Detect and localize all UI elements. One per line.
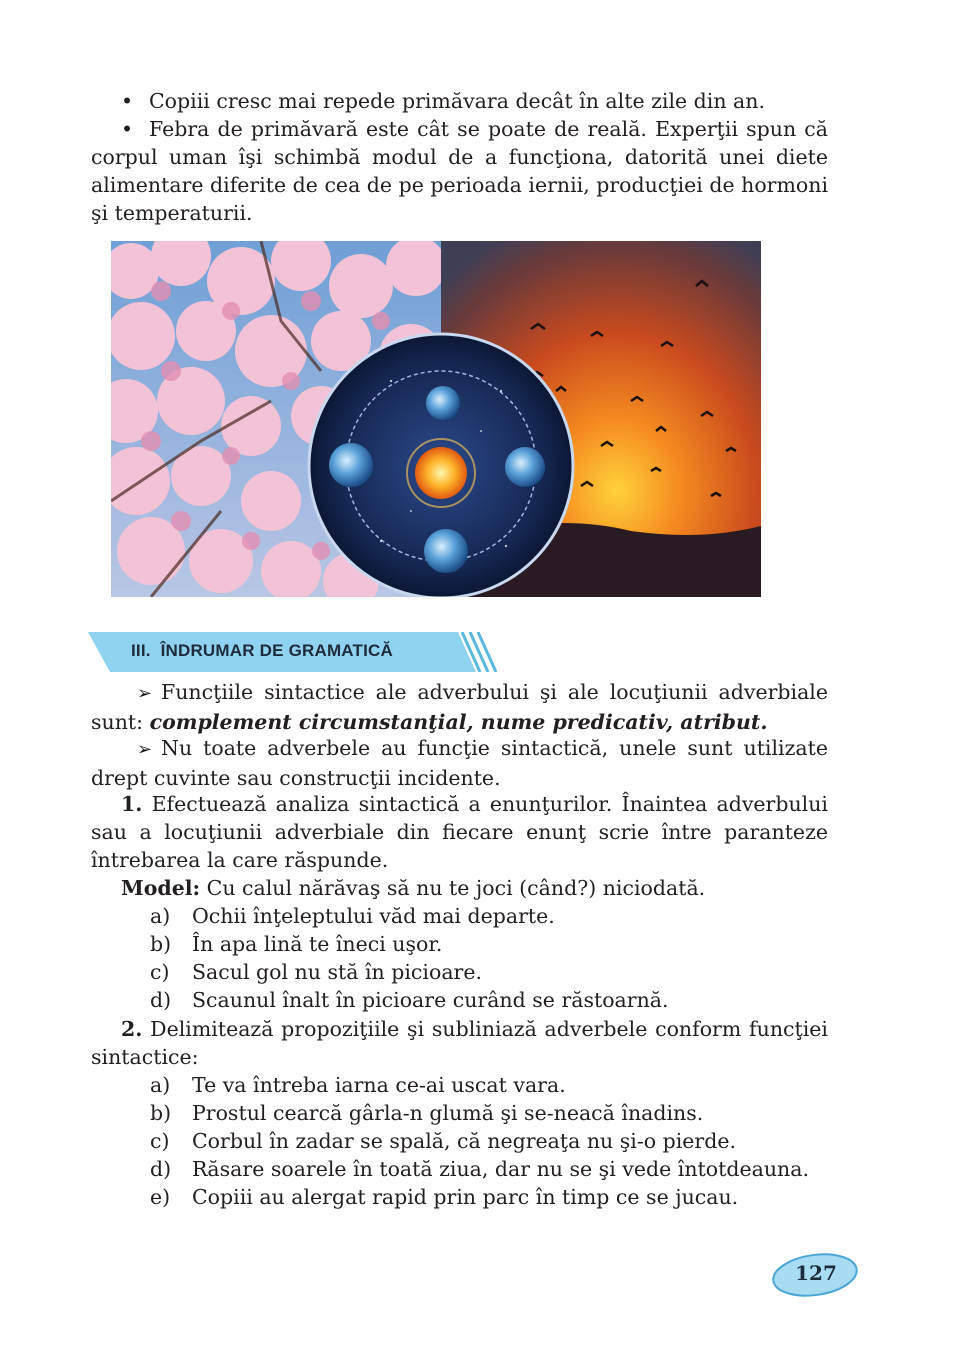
arrow-right-icon: ➢ xyxy=(137,739,153,760)
exercise-1-item-a: a) Ochii înţeleptului văd mai departe. xyxy=(150,904,555,928)
rule-1: ➢ Funcţiile sintactice ale adverbului şi ale locuţiunii adverbiale sunt: complement circumstanţial, nume predicativ, atribut. xyxy=(91,680,828,734)
rule-2: ➢ Nu toate adverbele au funcţie sintactică, unele sunt utilizate drept cuvinte sau construcţii incidente. xyxy=(91,736,828,790)
exercise-2-item-c: c) Corbul în zadar se spală, că negreaţa nu şi-o pierde. xyxy=(150,1129,737,1153)
intro-bullet-2: • Febra de primăvară este cât se poate de reală. Experţii spun că corpul uman îşi schimbă modul de a funcţiona, datorită unei diete alimentare diferite de cea de pe perioada iernii, producţiei de hormoni şi temperaturii. xyxy=(91,117,828,225)
exercise-1-model: Model: Cu calul nărăvaş să nu te joci (când?) niciodată. xyxy=(121,876,706,900)
bullet-icon: • xyxy=(121,89,134,113)
exercise-1-item-c: c) Sacul gol nu stă în picioare. xyxy=(150,960,482,984)
intro-bullet-1: • Copiii cresc mai repede primăvara decât în alte zile din an. xyxy=(121,89,765,113)
section-title: III. ÎNDRUMAR DE GRAMATICĂ xyxy=(131,641,393,660)
exercise-2-item-d: d) Răsare soarele în toată ziua, dar nu se şi vede întotdeauna. xyxy=(150,1157,809,1181)
bullet-icon: • xyxy=(121,117,134,141)
exercise-1-item-d: d) Scaunul înalt în picioare curând se răstoarnă. xyxy=(150,988,669,1012)
exercise-1-instruction: 1. Efectuează analiza sintactică a enunţurilor. Înaintea adverbului sau a locuţiunii adverbiale din fiecare enunţ scrie între paranteze întrebarea la care răspunde. xyxy=(91,792,828,872)
exercise-1-item-b: b) În apa lină te îneci uşor. xyxy=(150,932,443,956)
page-number: 127 xyxy=(795,1261,837,1285)
spring-illustration xyxy=(111,241,761,597)
arrow-right-icon: ➢ xyxy=(137,683,153,704)
exercise-2-instruction: 2. Delimitează propoziţiile şi subliniază adverbele conform funcţiei sintactice: xyxy=(91,1017,828,1069)
exercise-2-item-a: a) Te va întreba iarna ce-ai uscat vara. xyxy=(150,1073,566,1097)
spring-illustration-svg xyxy=(111,241,761,597)
exercise-2-item-e: e) Copiii au alergat rapid prin parc în timp ce se jucau. xyxy=(150,1185,739,1209)
earth-orbit-diagram xyxy=(309,334,573,597)
exercise-2-item-b: b) Prostul cearcă gârla-n glumă şi se-neacă înadins. xyxy=(150,1101,704,1125)
